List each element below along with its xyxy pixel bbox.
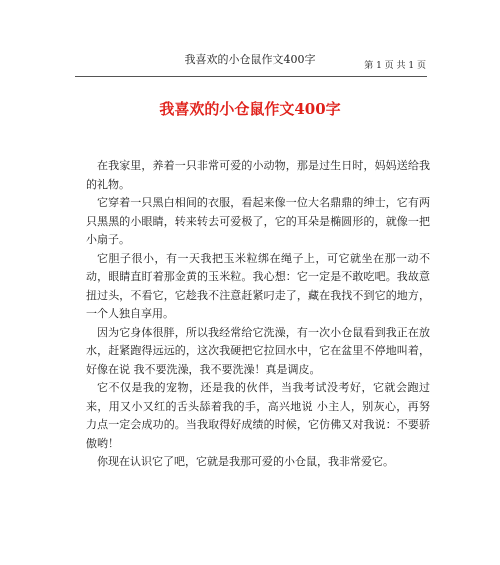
header-title: 我喜欢的小仓鼠作文400字 — [184, 53, 316, 66]
paragraph: 因为它身体很胖，所以我经常给它洗澡，有一次小仓鼠看到我正在放水，赶紧跑得远远的，这次我硬把它拉回水中，它在盆里不停地叫着，好像在说 我不要洗澡，我不要洗澡！真是调皮。 — [86, 325, 430, 376]
paragraph: 它穿着一只黑白相间的衣服，看起来像一位大名鼎鼎的绅士，它有两只黑黑的小眼睛，转来转去可爱极了，它的耳朵是椭圆形的，就像一把小扇子。 — [86, 196, 430, 246]
page-header — [0, 0, 500, 80]
paragraph: 在我家里，养着一只非常可爱的小动物，那是过生日时，妈妈送给我的礼物。 — [86, 159, 430, 191]
document-title: 我喜欢的小仓鼠作文400字 — [159, 100, 341, 118]
document-body — [86, 157, 430, 472]
paragraph: 它不仅是我的宠物，还是我的伙伴，当我考试没考好，它就会跑过来，用又小又红的舌头舔着我的手，高兴地说 小主人，别灰心，再努力点一定会成功的。当我取得好成绩的时候，它仿佛又对我说：不要骄傲哟！ — [86, 381, 430, 450]
header-divider — [75, 76, 427, 77]
paragraph: 它胆子很小，有一天我把玉米粒绑在绳子上，可它就坐在那一动不动，眼睛直盯着那金黄的玉米粒。我心想：它一定是不敢吃吧。我故意扭过头，不看它，它趁我不注意赶紧叼走了，藏在我找不到它的地方，一个人独自享用。 — [86, 251, 430, 320]
page-indicator: 第 1 页 共 1 页 — [364, 61, 426, 71]
paragraph: 你现在认识它了吧，它就是我那可爱的小仓鼠，我非常爱它。 — [97, 455, 394, 468]
